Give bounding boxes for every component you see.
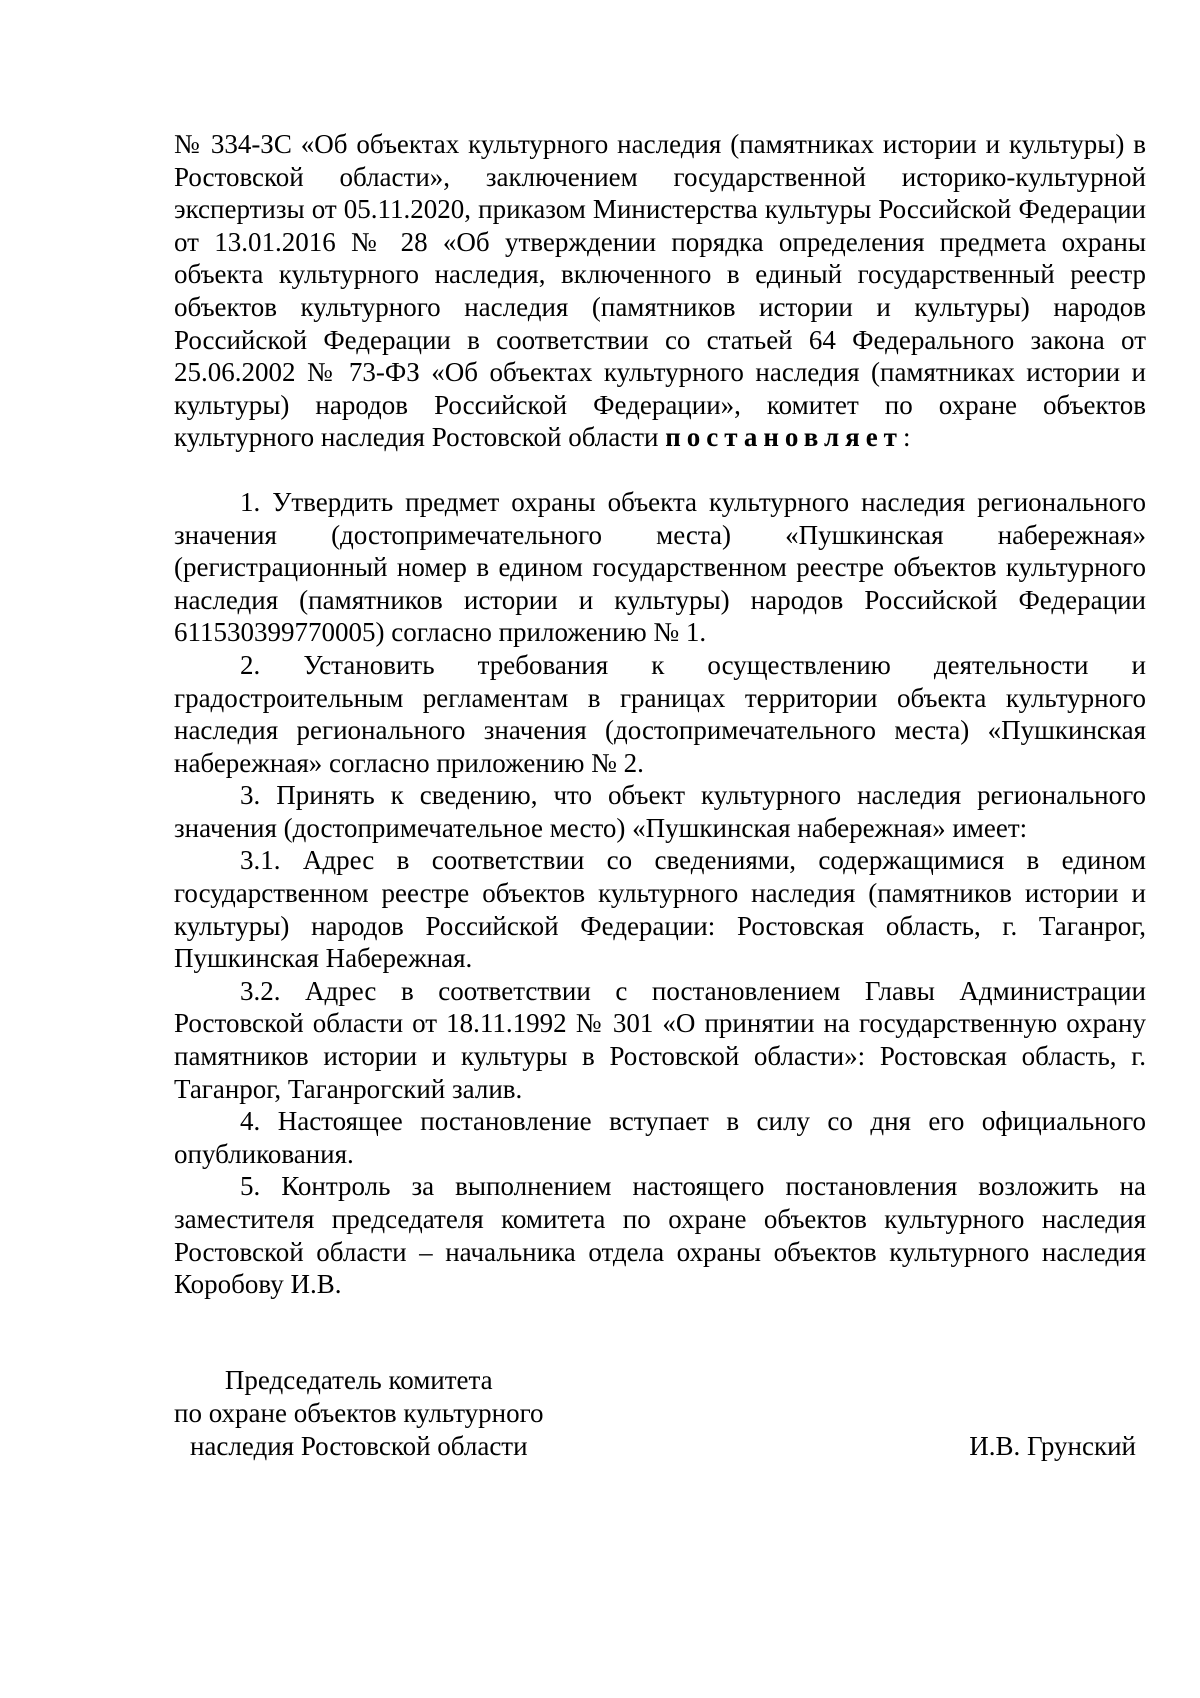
signature-block [174,1364,1146,1463]
item-paragraph-5: 5. Контроль за выполнением настоящего постановления возложить на заместителя председателя комитета по охране объектов культурного наследия Ростовской области – начальника отдела охраны объектов культурного наследия Коробову И.В. [174,1171,1146,1300]
paragraph-gap [174,454,1146,486]
intro-text: № 334-ЗС «Об объектах культурного наследия (памятниках истории и культуры) в Ростовской области», заключением государственной историко-культурной экспертизы от 05.11.2020, приказом Министерства культуры Российской Федерации от 13.01.2016 № 28 «Об утверждении порядка определения предмета охраны объекта культурного наследия, включенного в единый государственный реестр объектов культурного наследия (памятников истории и культуры) народов Российской Федерации в соответствии со статьей 64 Федерального закона от 25.06.2002 № 73-ФЗ «Об объектах культурного наследия (памятниках истории и культуры) народов Российской Федерации», комитет по охране объектов культурного наследия Ростовской области [174,129,1146,453]
item-paragraph-3: 3. Принять к сведению, что объект культурного наследия регионального значения (достопримечательное место) «Пушкинская набережная» имеет: [174,780,1146,843]
decree-word: постановляет [665,422,903,453]
item-paragraph-3-1: 3.1. Адрес в соответствии со сведениями, содержащимися в едином государственном реестре объектов культурного наследия (памятников истории и культуры) народов Российской Федерации: Ростовская область, г. Таганрог, Пушкинская Набережная. [174,845,1146,974]
signatory-title-line-3: наследия Ростовской области [189,1431,528,1461]
document-body [174,128,1146,1301]
item-paragraph-3-2: 3.2. Адрес в соответствии с постановлением Главы Администрации Ростовской области от 18.11.1992 № 301 «О принятии на государственную охрану памятников истории и культуры в Ростовской области»: Ростовская область, г. Таганрог, Таганрогский залив. [174,975,1146,1104]
item-paragraph-2: 2. Установить требования к осуществлению деятельности и градостроительным регламентам в границах территории объекта культурного наследия регионального значения (достопримечательного места) «Пушкинская набережная» согласно приложению № 2. [174,649,1146,778]
decree-colon: : [902,422,911,453]
signatory-title-line-1: Председатель комитета [224,1365,493,1395]
intro-paragraph [174,128,1146,454]
item-paragraph-1: 1. Утвердить предмет охраны объекта культурного наследия регионального значения (достопримечательного места) «Пушкинская набережная» (регистрационный номер в едином государственном реестре объектов культурного наследия (памятников истории и культуры) народов Российской Федерации 611530399770005) согласно приложению № 1. [174,486,1146,648]
signatory-name: И.В. Грунский [969,1431,1136,1461]
signatory-title-line-2: по охране объектов культурного [174,1398,544,1428]
signatory-position [174,1364,544,1463]
item-paragraph-4: 4. Настоящее постановление вступает в силу со дня его официального опубликования. [174,1106,1146,1169]
